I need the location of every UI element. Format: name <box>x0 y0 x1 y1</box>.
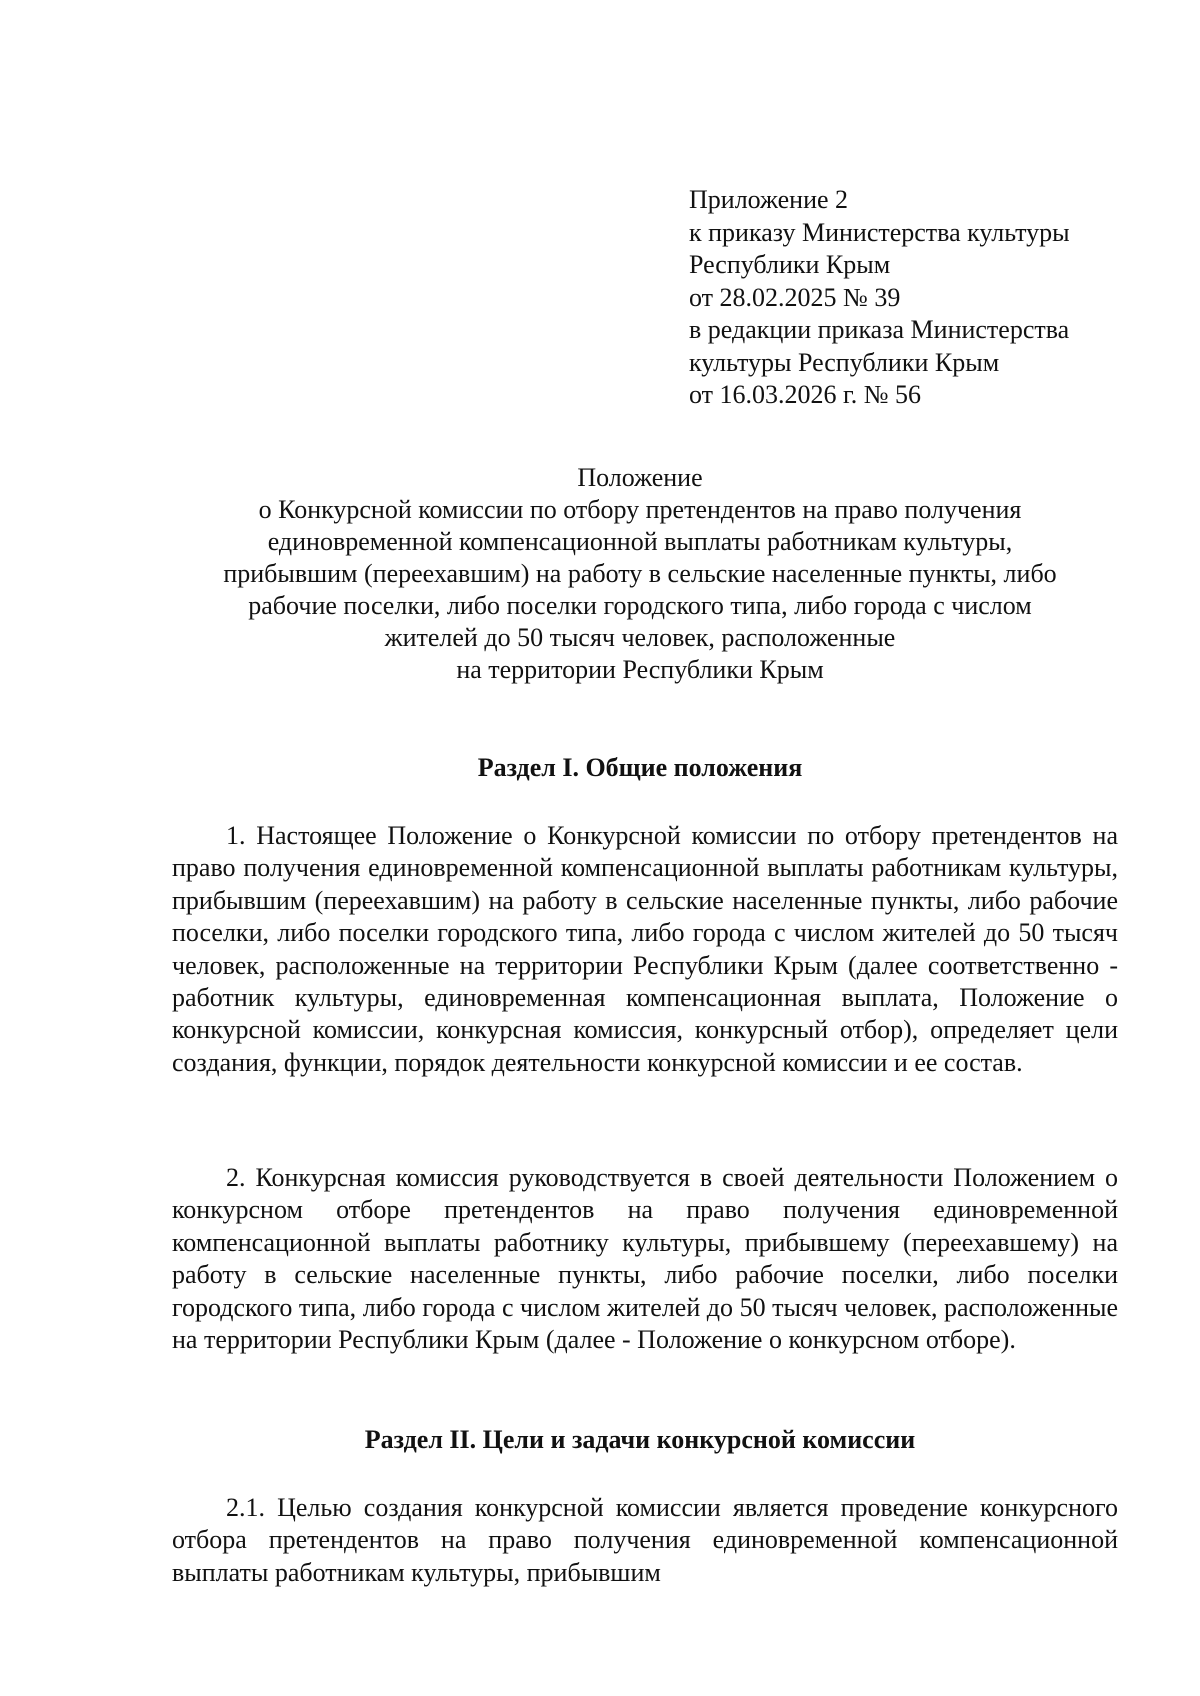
title-line: жителей до 50 тысяч человек, расположенные <box>384 623 896 652</box>
title-line: на территории Республики Крым <box>456 655 824 684</box>
annex-line: от 16.03.2026 г. № 56 <box>689 380 922 409</box>
title-line: прибывшим (переехавшим) на работу в сельские населенные пункты, либо <box>223 559 1057 588</box>
title-line: рабочие поселки, либо поселки городского типа, либо города с числом <box>248 591 1032 620</box>
paragraph-1: 1. Настоящее Положение о Конкурсной комиссии по отбору претендентов на право получения единовременной компенсационной выплаты работникам культуры, прибывшим (переехавшим) на работу в сельские населенные пункты, либо рабочие поселки, либо поселки городского типа, либо города с числом жителей до 50 тысяч человек, расположенные на территории Республики Крым (далее соответственно - работник культуры, единовременная компенсационная выплата, Положение о конкурсной комиссии, конкурсная комиссия, конкурсный отбор), определяет цели создания, функции, порядок деятельности конкурсной комиссии и ее состав. <box>172 821 1118 1077</box>
title-line: о Конкурсной комиссии по отбору претендентов на право получения <box>258 495 1022 524</box>
section-1-heading: Раздел I. Общие положения <box>477 753 803 782</box>
annex-line: в редакции приказа Министерства <box>689 315 1070 344</box>
title-line: единовременной компенсационной выплаты работникам культуры, <box>267 527 1013 556</box>
annex-line: Приложение 2 <box>689 185 849 214</box>
annex-line: Республики Крым <box>689 250 891 279</box>
annex-line: культуры Республики Крым <box>689 347 1000 377</box>
paragraph-2-1: 2.1. Целью создания конкурсной комиссии является проведение конкурсного отбора претендентов на право получения единовременной компенсационной выплаты работникам культуры, прибывшим <box>172 1493 1118 1587</box>
title-line: Положение <box>577 463 703 492</box>
section-2-heading: Раздел II. Цели и задачи конкурсной комиссии <box>364 1425 916 1454</box>
paragraph-2: 2. Конкурсная комиссия руководствуется в своей деятельности Положением о конкурсном отборе претендентов на право получения единовременной компенсационной выплаты работнику культуры, прибывшему (переехавшему) на работу в сельские населенные пункты, либо рабочие поселки, либо поселки городского типа, либо города с числом жителей до 50 тысяч человек, расположенные на территории Республики Крым (далее - Положение о конкурсном отборе). <box>172 1163 1118 1355</box>
annex-line: к приказу Министерства культуры <box>689 217 1070 247</box>
annex-header <box>689 184 1169 412</box>
document-title <box>170 462 1110 686</box>
annex-line: от 28.02.2025 № 39 <box>689 282 901 312</box>
